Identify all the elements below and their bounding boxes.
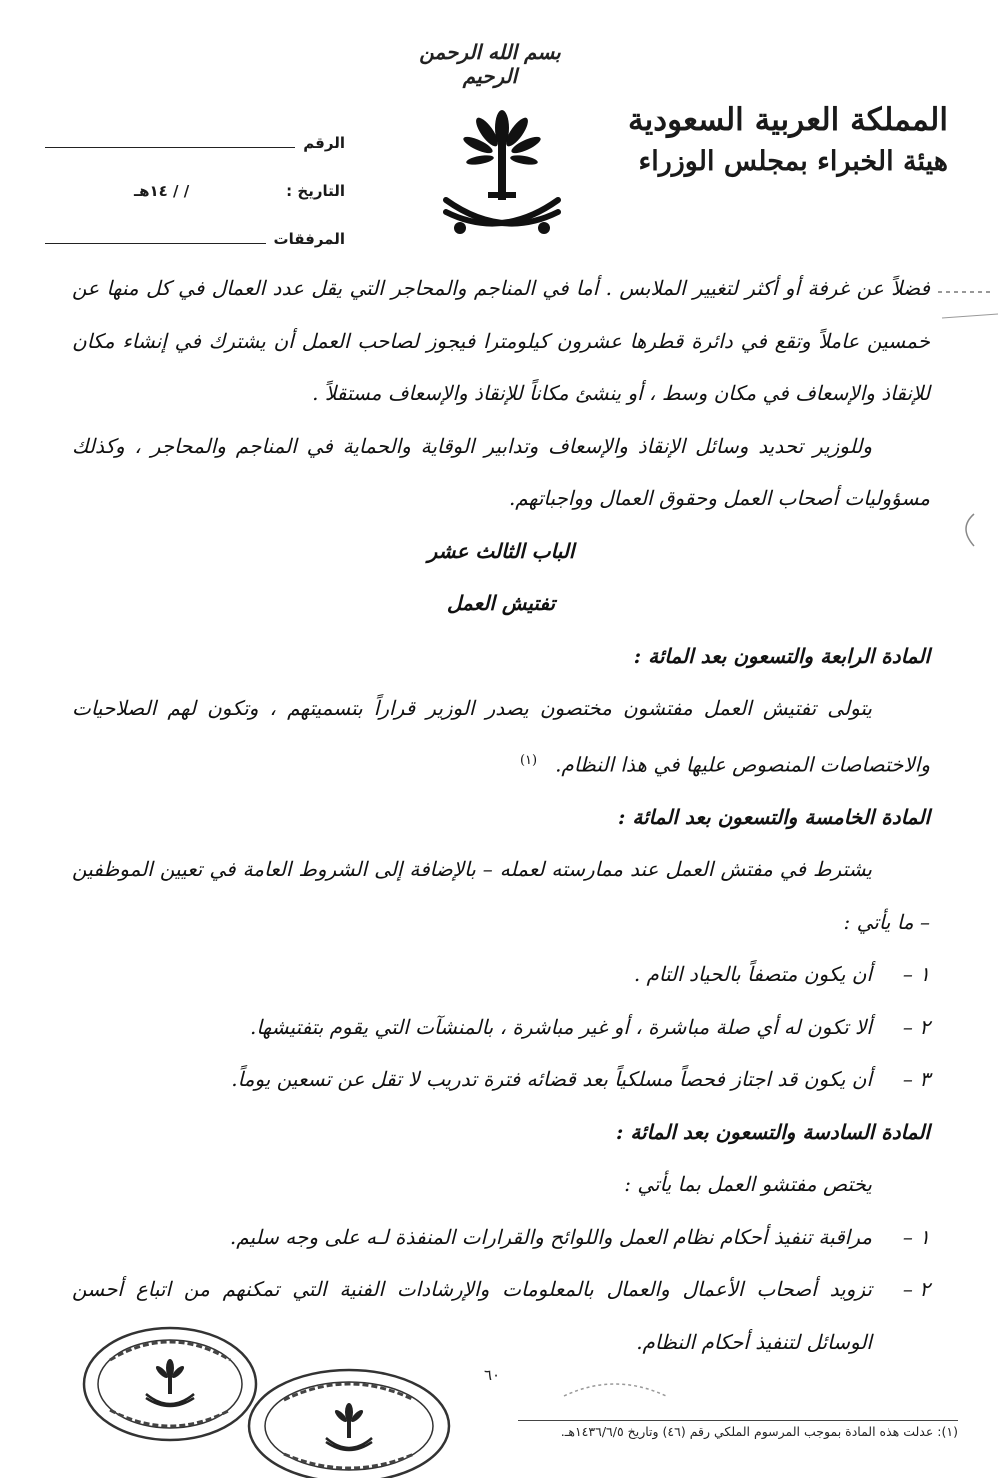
- list-item: [72, 1001, 930, 1054]
- date-label: التاريخ :: [286, 182, 345, 200]
- article-194-heading: المادة الرابعة والتسعون بعد المائة :: [633, 643, 930, 668]
- date-row: [45, 152, 345, 200]
- reference-fields: [45, 104, 345, 248]
- basmala-heading: بسم الله الرحمن الرحيم: [419, 40, 561, 88]
- list-item-number: ٢ –: [902, 1277, 930, 1302]
- list-item: [72, 1053, 930, 1106]
- article-194-body: يتولى تفتيش العمل مفتشون مختصون يصدر الوزير قراراً بتسميتهم ، وتكون لهم الصلاحيات والاختصاصات المنصوص عليها في هذا النظام.: [72, 696, 930, 777]
- list-item-number: ١ –: [902, 962, 930, 987]
- article-196-intro: يختص مفتشو العمل بما يأتي :: [624, 1172, 872, 1197]
- footnote-divider: [518, 1420, 958, 1421]
- official-stamp-center: [244, 1366, 454, 1478]
- list-item-text: مراقبة تنفيذ أحكام نظام العمل واللوائح والقرارات المنفذة لـه على وجه سليم.: [229, 1224, 872, 1249]
- paragraph-1: فضلاً عن غرفة أو أكثر لتغيير الملابس . أما في المناجم والمحاجر التي يقل عدد العمال في كل منها عن خمسين عاملاً وتقع في دائرة قطرها عشرون كيلومترا فيجوز لصاحب العمل أن يشترك في إنشاء مكان للإنقاذ والإسعاف في مكان وسط ، أو ينشئ مكاناً للإنقاذ والإسعاف مستقلاً .: [72, 276, 930, 405]
- saudi-emblem-icon: [432, 100, 572, 245]
- ref-number-line: [45, 133, 295, 148]
- attachments-label: المرفقات: [273, 230, 345, 248]
- date-template: / / ١٤هـ: [133, 182, 190, 200]
- ref-number-label: الرقم: [303, 134, 345, 152]
- list-item: [72, 1211, 930, 1264]
- paragraph-2: وللوزير تحديد وسائل الإنقاذ والإسعاف وتدابير الوقاية والحماية في المناجم والمحاجر ، وكذلك مسؤوليات أصحاب العمل وحقوق العمال وواجباتهم.: [72, 433, 930, 510]
- attachments-row: [45, 200, 345, 248]
- article-195-heading: المادة الخامسة والتسعون بعد المائة :: [618, 804, 930, 829]
- chapter-title: الباب الثالث عشر: [427, 538, 575, 563]
- agency-name: هيئة الخبراء بمجلس الوزراء: [638, 146, 948, 177]
- page-number: ٦٠: [484, 1366, 501, 1384]
- list-item-number: ٢ –: [902, 1014, 930, 1039]
- list-item-text: أن يكون متصفاً بالحياد التام .: [633, 962, 872, 987]
- official-stamp-left: [80, 1324, 260, 1444]
- article-195-intro: يشترط في مفتش العمل عند ممارسته لعمله – بالإضافة إلى الشروط العامة في تعيين الموظفين – ما يأتي :: [72, 857, 930, 934]
- list-item-number: ١ –: [902, 1224, 930, 1249]
- list-item: [72, 948, 930, 1001]
- footnote: (١): عدلت هذه المادة بموجب المرسوم الملكي رقم (٤٦) وتاريخ ١٤٣٦/٦/٥هـ.: [560, 1424, 958, 1439]
- attachments-line: [45, 229, 266, 244]
- margin-bracket-mark: [952, 510, 982, 550]
- article-194-text: [72, 682, 930, 791]
- faint-stamp-mark: [560, 1376, 670, 1400]
- kingdom-name: المملكة العربية السعودية: [628, 102, 948, 138]
- article-196-heading: المادة السادسة والتسعون بعد المائة :: [615, 1119, 930, 1144]
- letterhead-title: [618, 98, 948, 182]
- footnote-reference: (١): [519, 752, 538, 768]
- chapter-subtitle: تفتيش العمل: [446, 591, 556, 615]
- list-item-number: ٣ –: [902, 1067, 930, 1092]
- margin-dash-mark: [930, 284, 1000, 324]
- list-item-text: ألا تكون له أي صلة مباشرة ، أو غير مباشرة ، بالمنشآت التي يقوم بتفتيشها.: [249, 1014, 872, 1039]
- list-item-text: أن يكون قد اجتاز فحصاً مسلكياً بعد قضائه فترة تدريب لا تقل عن تسعين يوماً.: [231, 1067, 872, 1092]
- document-body: [72, 262, 930, 1368]
- list-item-text: تزويد أصحاب الأعمال والعمال بالمعلومات والإرشادات الفنية التي تمكنهم من اتباع أحسن الوسائل لتنفيذ أحكام النظام.: [72, 1277, 872, 1354]
- ref-number-row: [45, 104, 345, 152]
